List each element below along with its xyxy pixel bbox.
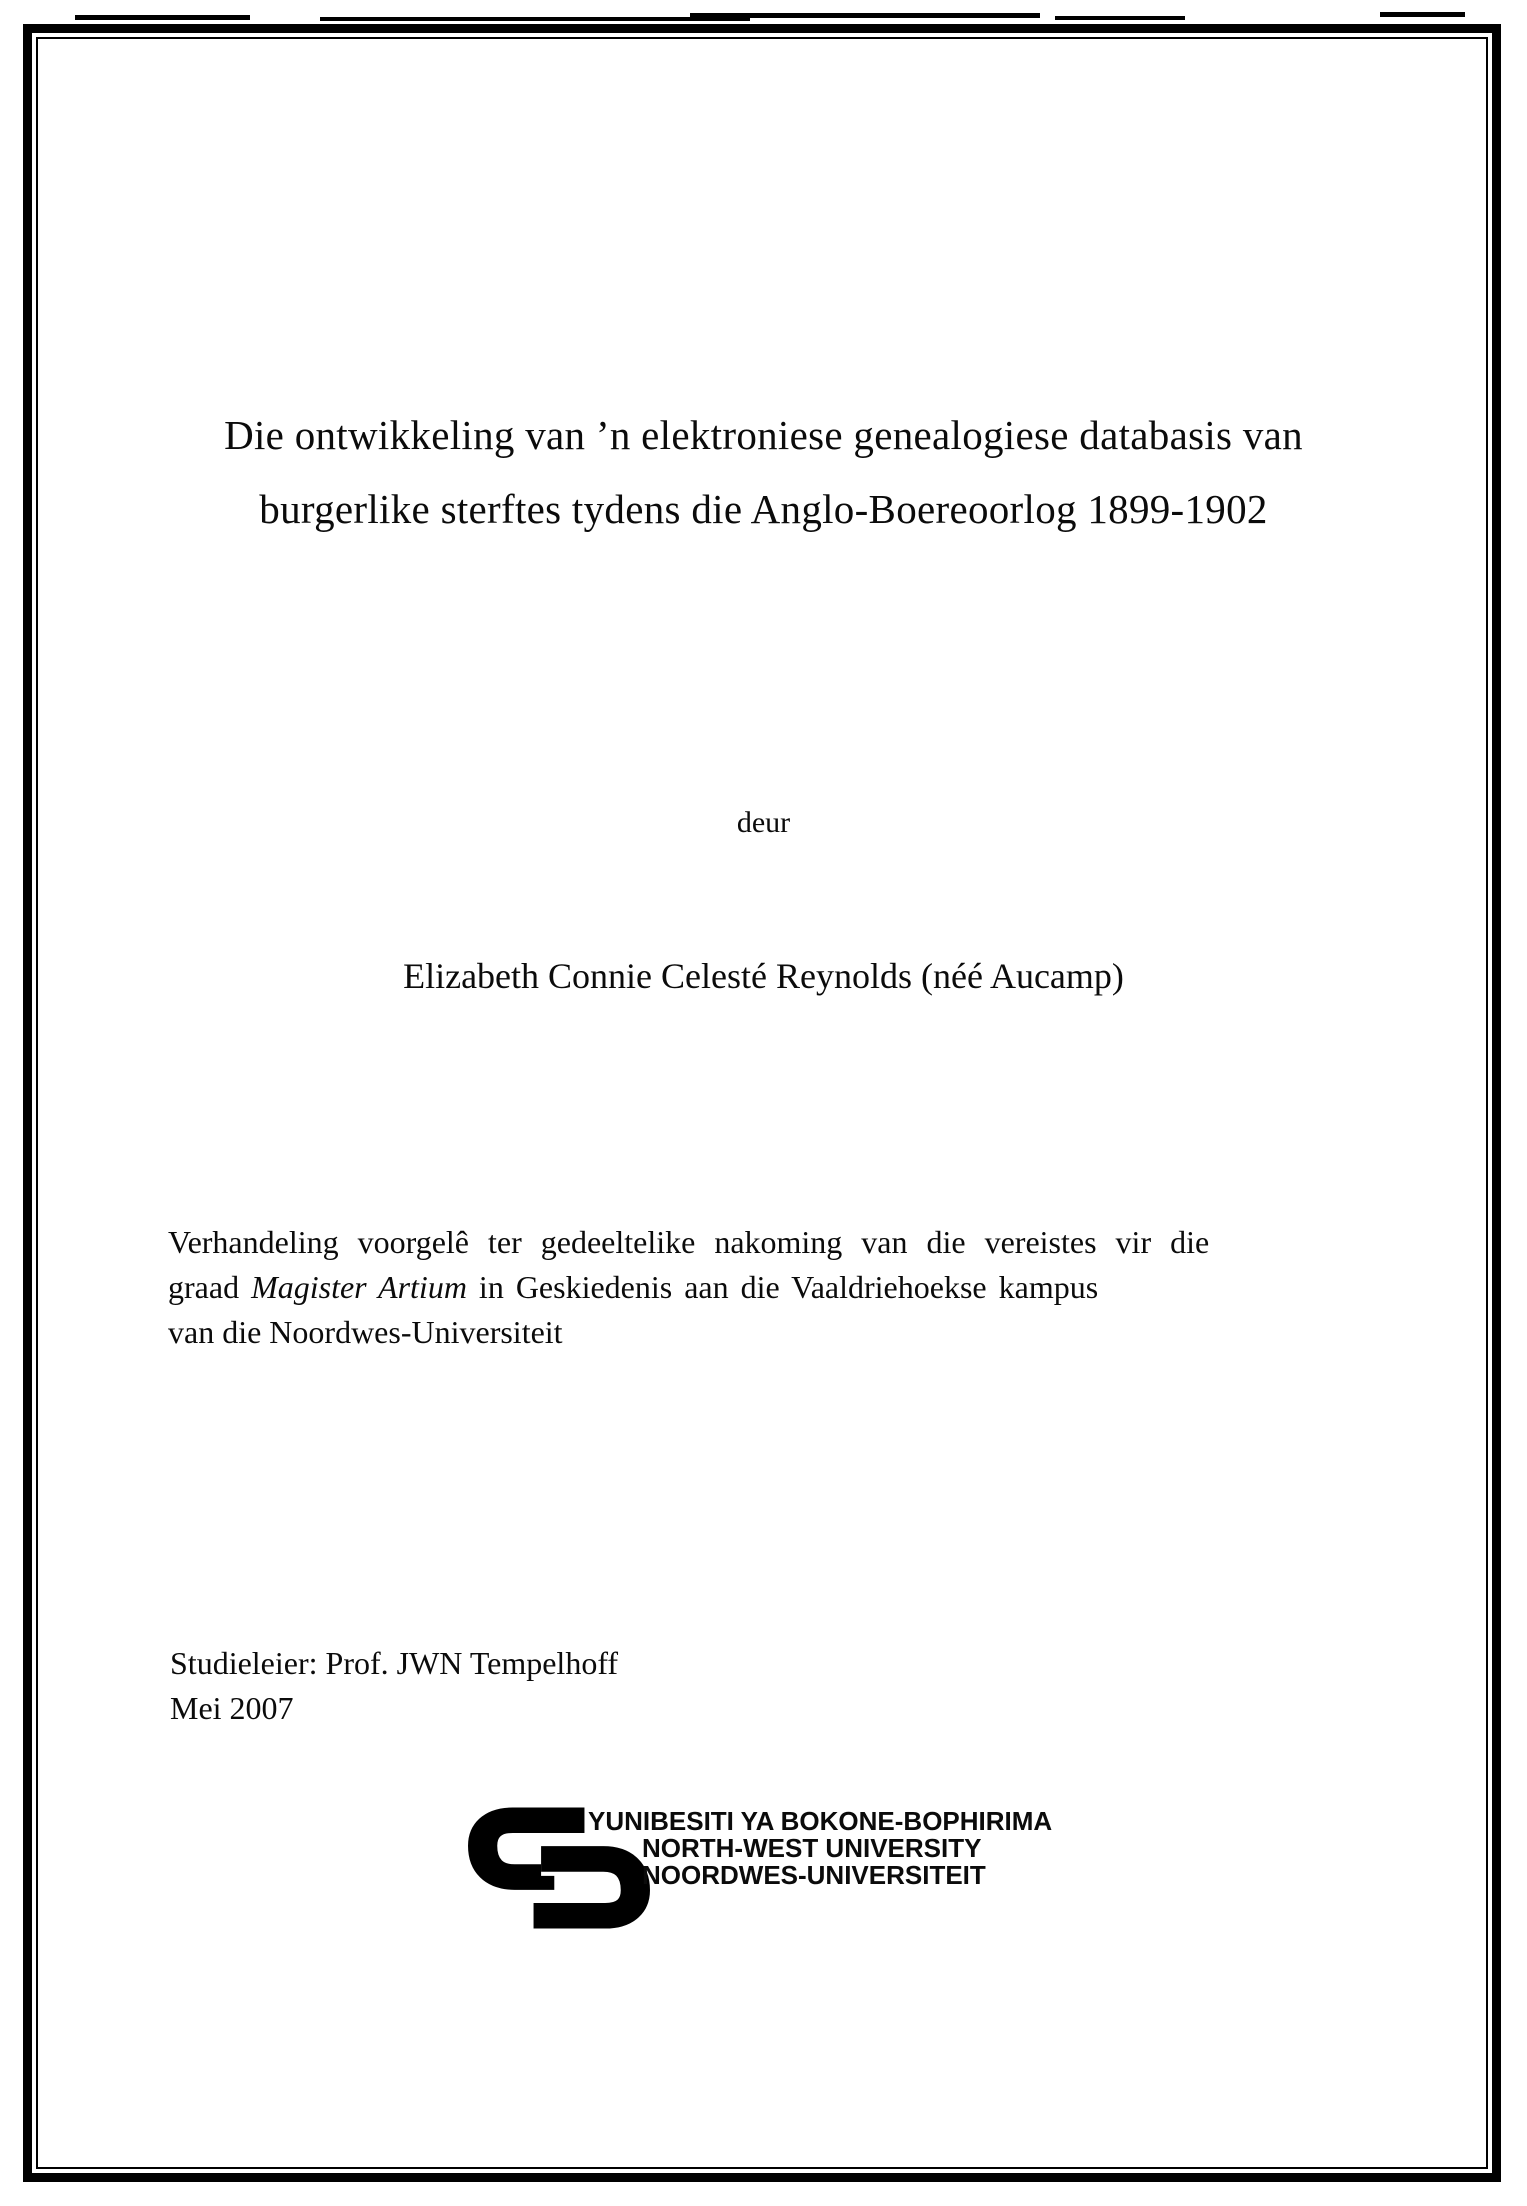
supervisor-line: Studieleier: Prof. JWN Tempelhoff [170, 1645, 619, 1681]
date-line: Mei 2007 [170, 1690, 294, 1726]
nwu-wordmark [588, 1808, 1052, 1889]
nwu-wordmark-line3: NOORDWES-UNIVERSITEIT [642, 1860, 986, 1890]
scan-artifact [1380, 12, 1465, 17]
scan-artifact [75, 15, 250, 20]
nwu-wordmark-line1: YUNIBESITI YA BOKONE-BOPHIRIMA [588, 1806, 1053, 1836]
author-name: Elizabeth Connie Celesté Reynolds (néé Aucamp) [403, 956, 1124, 996]
degree-statement-line2-suffix: in Geskiedenis aan die Vaaldriehoekse kampus [466, 1269, 1099, 1305]
scan-artifact [690, 13, 1040, 18]
scan-artifact [320, 17, 750, 21]
degree-statement-line3: van die Noordwes-Universiteit [168, 1314, 563, 1350]
degree-statement-line2-prefix: graad [168, 1269, 252, 1305]
degree-statement [168, 1220, 1358, 1355]
thesis-title-line1: Die ontwikkeling van ’n elektroniese genealogiese databasis van [224, 412, 1303, 458]
scan-artifact [1055, 16, 1185, 20]
thesis-title [100, 398, 1427, 546]
degree-statement-line1: Verhandeling voorgelê ter gedeeltelike nakoming van die vereistes vir die [168, 1224, 1210, 1260]
degree-statement-line2 [168, 1265, 1358, 1310]
degree-name: Magister Artium [251, 1269, 467, 1305]
thesis-title-line2: burgerlike sterftes tydens die Anglo-Boereoorlog 1899-1902 [259, 486, 1268, 532]
nwu-wordmark-line2: NORTH-WEST UNIVERSITY [642, 1833, 982, 1863]
byline: deur [736, 806, 791, 839]
